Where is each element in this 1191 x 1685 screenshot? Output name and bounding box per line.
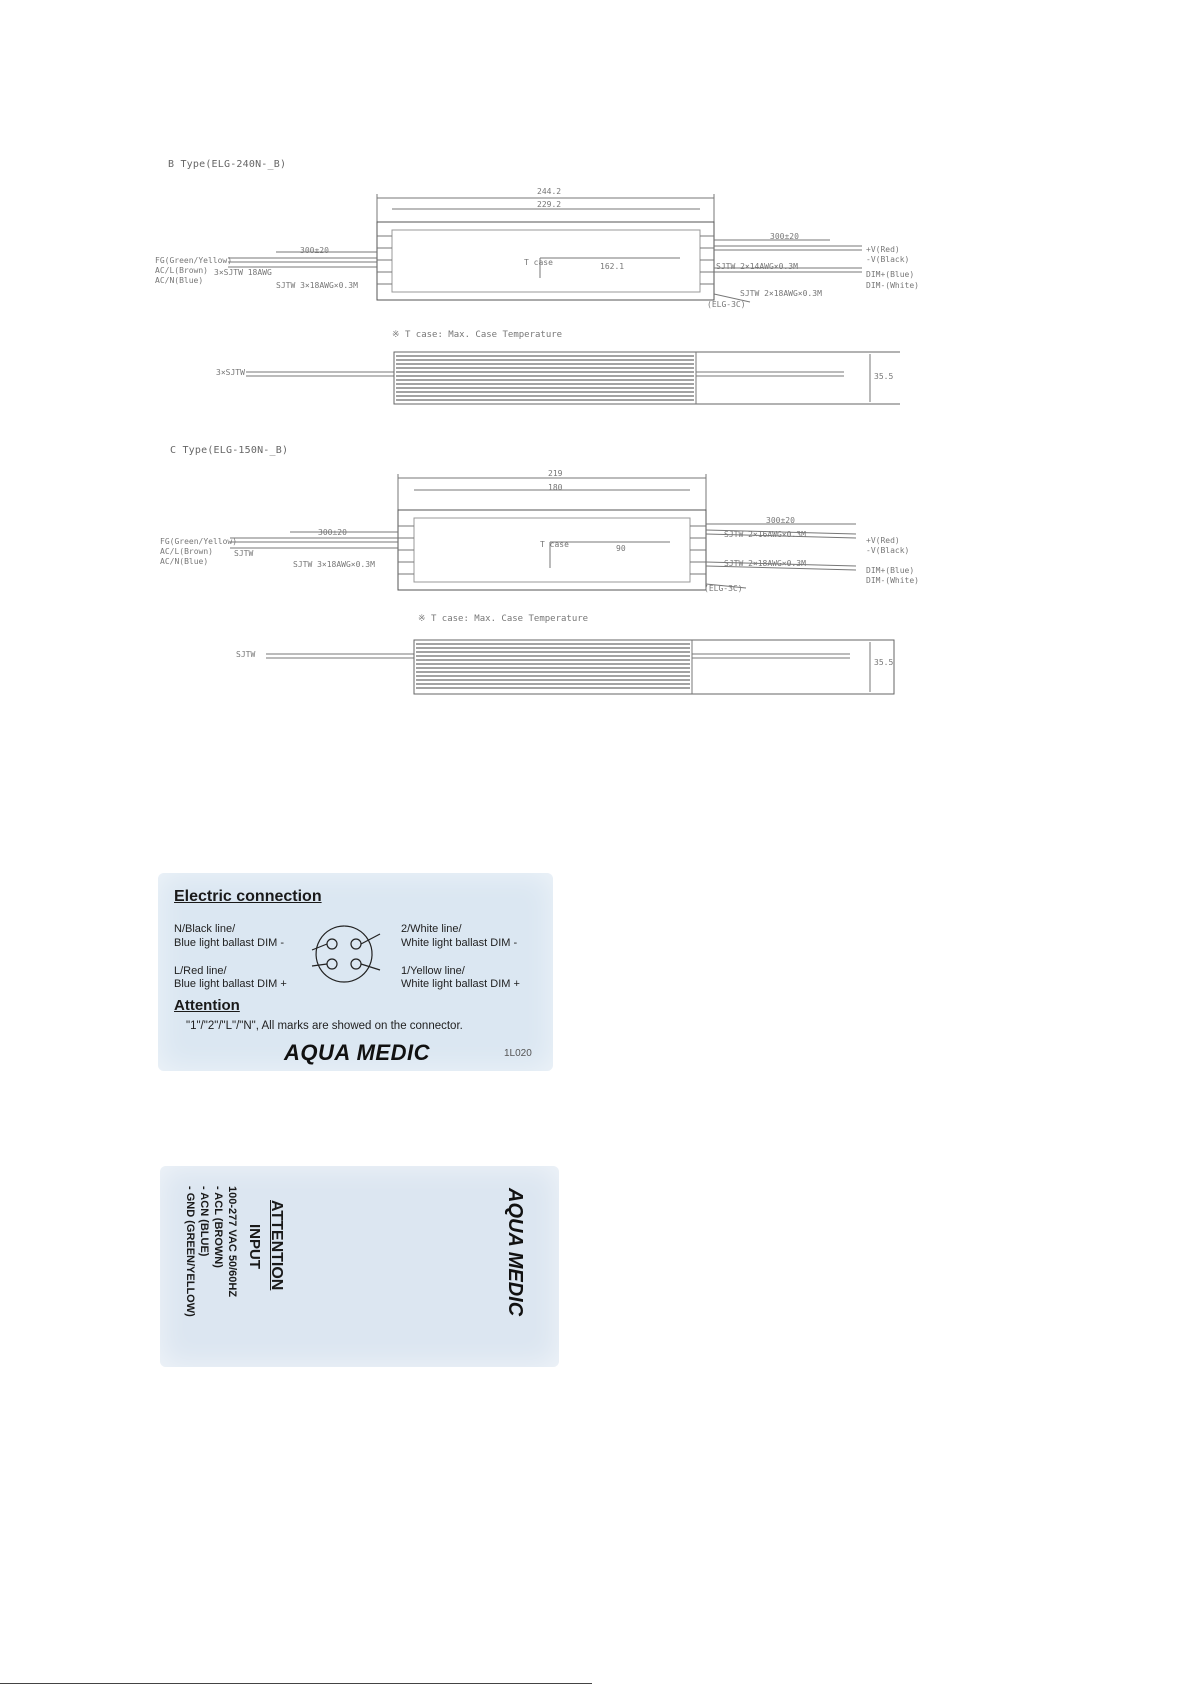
diagram-c-side-view	[230, 636, 900, 696]
diagram-b-side-view	[210, 348, 900, 408]
right-top-line1: 2/White line/	[401, 923, 462, 935]
b-vent-label: (ELG-3C)	[707, 300, 746, 309]
c-left-label-acl: AC/L(Brown)	[160, 547, 213, 556]
dim-c-tcase-label: T case	[540, 540, 569, 549]
diagram-c-top-view	[150, 472, 930, 604]
input-gnd-line: - GND (GREEN/YELLOW)	[184, 1186, 196, 1317]
dim-c-total: 219	[548, 469, 563, 478]
left-top-line1: N/Black line/	[174, 923, 236, 935]
input-label	[160, 1166, 559, 1367]
dim-c-inner: 180	[548, 483, 563, 492]
b-tcase-note: ※ T case: Max. Case Temperature	[392, 330, 563, 340]
c-left-label-acn: AC/N(Blue)	[160, 557, 209, 566]
b-right-label-dim-plus: DIM+(Blue)	[866, 270, 915, 279]
c-side-height: 35.5	[874, 658, 894, 667]
c-right-label-dim-plus: DIM+(Blue)	[866, 566, 915, 575]
dim-b-total: 244.2	[537, 187, 562, 196]
bottom-rule	[0, 1683, 592, 1684]
b-left-cable: 3×SJTW 18AWG	[214, 268, 272, 277]
dim-b-tcase-len: 162.1	[600, 262, 625, 271]
left-top-line2: Blue light ballast DIM -	[174, 937, 285, 949]
c-left-label-fg: FG(Green/Yellow)	[160, 537, 238, 546]
aqua-medic-logo: AQUA MEDIC	[284, 1040, 430, 1065]
input-acl-line: - ACL (BROWN)	[212, 1186, 224, 1268]
c-right-cable2: SJTW 2×18AWG×0.3M	[724, 559, 806, 568]
c-right-label-v-plus: +V(Red)	[866, 536, 900, 545]
dim-c-wire-out: 300±20	[766, 516, 795, 525]
c-vent-label: (ELG-3C)	[704, 584, 743, 593]
diagram-c-title: C Type(ELG-150N-_B)	[170, 445, 289, 456]
b-right-label-dim-minus: DIM-(White)	[866, 281, 919, 290]
input-heading: INPUT	[246, 1224, 263, 1269]
input-acn-line: - ACN (BLUE)	[198, 1186, 210, 1257]
connector-pin-icon	[304, 920, 384, 990]
dim-c-wire-in: 300±20	[318, 528, 347, 537]
dim-c-tcase-len: 90	[616, 544, 626, 553]
right-top-line2: White light ballast DIM -	[401, 937, 518, 949]
label-code: 1L020	[504, 1048, 532, 1059]
right-bottom-line2: White light ballast DIM +	[401, 978, 520, 990]
input-attention-heading: ATTENTION	[268, 1200, 285, 1291]
b-right-cable1: SJTW 2×14AWG×0.3M	[716, 262, 798, 271]
dim-b-wire-out: 300±20	[770, 232, 799, 241]
c-left-cable-spec: SJTW 3×18AWG×0.3M	[293, 560, 375, 569]
attention-heading: Attention	[174, 997, 240, 1014]
b-left-label-acn: AC/N(Blue)	[155, 276, 204, 285]
c-right-cable1: SJTW 2×16AWG×0.3M	[724, 530, 806, 539]
c-right-label-v-minus: -V(Black)	[866, 546, 910, 555]
b-left-label-acl: AC/L(Brown)	[155, 266, 208, 275]
aqua-medic-logo-vertical: AQUA MEDIC	[504, 1188, 526, 1317]
b-side-cable: 3×SJTW	[216, 368, 245, 377]
b-right-label-v-minus: -V(Black)	[866, 255, 910, 264]
b-left-cable-spec: SJTW 3×18AWG×0.3M	[276, 281, 358, 290]
left-bottom-line2: Blue light ballast DIM +	[174, 978, 287, 990]
b-side-height: 35.5	[874, 372, 894, 381]
input-voltage-line: 100-277 VAC 50/60HZ	[226, 1186, 238, 1298]
electric-connection-heading: Electric connection	[174, 888, 322, 905]
dim-b-inner: 229.2	[537, 200, 562, 209]
connector-note: "1"/"2"/"L"/"N", All marks are showed on the connector.	[186, 1020, 463, 1032]
dim-b-wire-in: 300±20	[300, 246, 329, 255]
b-right-cable2: SJTW 2×18AWG×0.3M	[740, 289, 822, 298]
c-tcase-note: ※ T case: Max. Case Temperature	[418, 614, 589, 624]
right-bottom-line1: 1/Yellow line/	[401, 965, 465, 977]
electric-connection-label	[158, 873, 553, 1071]
diagram-b-title: B Type(ELG-240N-_B)	[168, 159, 287, 170]
left-bottom-line1: L/Red line/	[174, 965, 227, 977]
c-left-cable: SJTW	[234, 549, 254, 558]
c-right-label-dim-minus: DIM-(White)	[866, 576, 919, 585]
dim-b-tcase-label: T case	[524, 258, 553, 267]
b-left-label-fg: FG(Green/Yellow)	[155, 256, 233, 265]
b-right-label-v-plus: +V(Red)	[866, 245, 900, 254]
c-side-cable: SJTW	[236, 650, 256, 659]
